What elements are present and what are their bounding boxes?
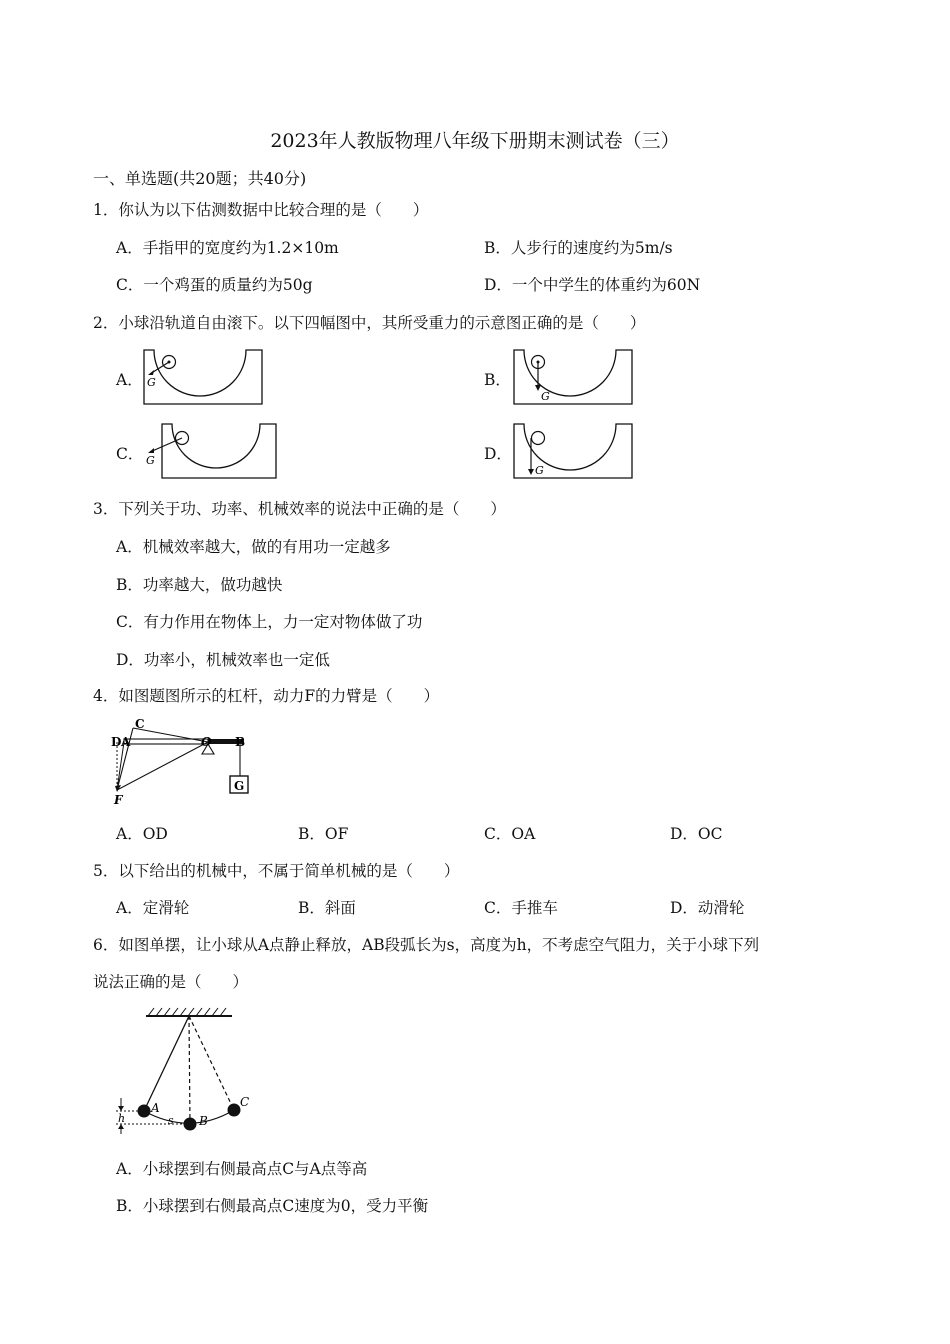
question-5-stem: 5．以下给出的机械中，不属于简单机械的是（ ） (93, 862, 460, 880)
question-4-option-d: D．OC (670, 825, 723, 843)
question-5-option-a: A．定滑轮 (116, 899, 190, 917)
lever-diagram (110, 716, 260, 806)
question-4-option-c: C．OA (484, 825, 536, 843)
lever-label-b: B (235, 735, 246, 749)
lever-label-o: O (201, 735, 212, 749)
question-1-option-d: D．一个中学生的体重约为60N (484, 276, 701, 294)
force-label-g: G (535, 464, 544, 477)
question-5-option-b: B．斜面 (298, 899, 356, 917)
pendulum-label-a: A (151, 1101, 160, 1115)
force-label-g: G (146, 454, 155, 467)
question-2-option-b: B． (484, 371, 511, 389)
question-4-option-a: A．OD (116, 825, 168, 843)
question-5-option-c: C．手推车 (484, 899, 558, 917)
pendulum-label-b: B (199, 1114, 208, 1128)
question-1-option-b: B．人步行的速度约为5m/s (484, 239, 673, 257)
question-1-option-a: A．手指甲的宽度约为1.2×10m (116, 239, 339, 257)
question-3-option-d: D．功率小，机械效率也一定低 (116, 651, 330, 669)
question-1-stem: 1．你认为以下估测数据中比较合理的是（ ） (93, 201, 429, 219)
question-2-option-d: D． (484, 445, 512, 463)
question-3-stem: 3．下列关于功、功率、机械效率的说法中正确的是（ ） (93, 500, 506, 518)
lever-label-f: F (114, 793, 123, 807)
section-heading: 一、单选题(共20题；共40分) (93, 169, 307, 188)
lever-label-g: G (234, 779, 245, 793)
track-diagram-c (140, 422, 280, 482)
lever-label-d: D (111, 735, 122, 749)
track-diagram-d (510, 422, 636, 482)
question-6-option-b: B．小球摆到右侧最高点C速度为0，受力平衡 (116, 1197, 429, 1215)
question-3-option-b: B．功率越大，做功越快 (116, 576, 283, 594)
question-6-stem-line-2: 说法正确的是（ ） (93, 973, 249, 991)
pendulum-label-c: C (240, 1095, 250, 1109)
question-2-option-c: C． (116, 445, 144, 463)
question-1-option-c: C．一个鸡蛋的质量约为50g (116, 276, 313, 294)
question-5-option-d: D．动滑轮 (670, 899, 745, 917)
lever-label-c: C (135, 717, 145, 731)
question-2-option-a: A． (116, 371, 143, 389)
question-4-option-b: B．OF (298, 825, 349, 843)
question-4-stem: 4．如图题图所示的杠杆，动力F的力臂是（ ） (93, 687, 440, 705)
pendulum-diagram (110, 1006, 260, 1136)
pendulum-label-h: h (118, 1112, 126, 1125)
question-6-option-a: A．小球摆到右侧最高点C与A点等高 (116, 1160, 368, 1178)
pendulum-label-s: s (168, 1114, 174, 1127)
question-3-option-a: A．机械效率越大，做的有用功一定越多 (116, 538, 391, 556)
question-2-stem: 2．小球沿轨道自由滚下。以下四幅图中，其所受重力的示意图正确的是（ ） (93, 314, 646, 332)
page-title: 2023年人教版物理八年级下册期末测试卷（三） (270, 130, 680, 152)
question-6-stem-line-1: 6．如图单摆，让小球从A点静止释放，AB段弧长为s，高度为h，不考虑空气阻力，关于小球下列 (93, 936, 760, 954)
track-diagram-b (510, 344, 636, 408)
lever-label-a: A (121, 735, 131, 749)
force-label-g: G (147, 376, 156, 389)
question-3-option-c: C．有力作用在物体上，力一定对物体做了功 (116, 613, 423, 631)
track-diagram-a (140, 344, 266, 408)
force-label-g: G (541, 390, 550, 403)
